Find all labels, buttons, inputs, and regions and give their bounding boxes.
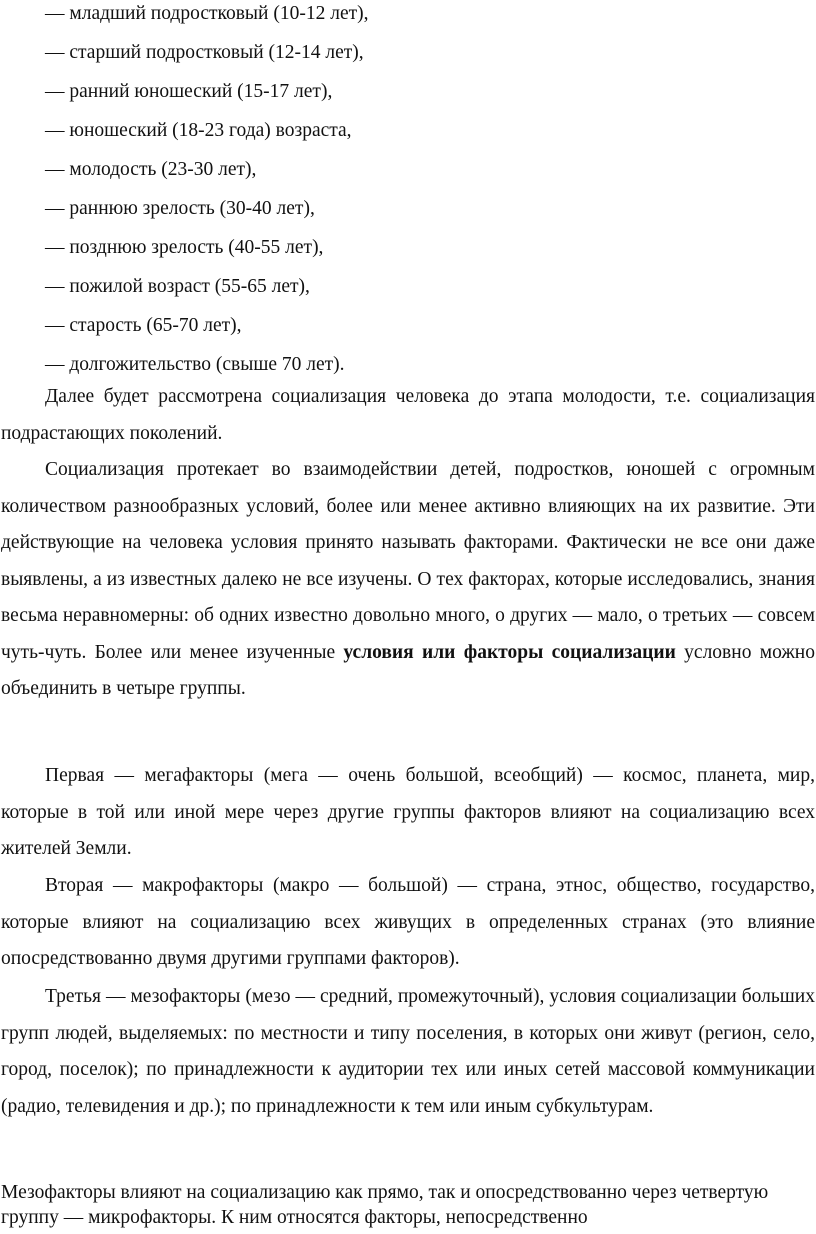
- age-list-item: — ранний юношеский (15-17 лет),: [45, 81, 333, 102]
- age-list-item: — младший подростковый (10-12 лет),: [45, 3, 369, 24]
- age-list-item: — раннюю зрелость (30-40 лет),: [45, 198, 315, 219]
- paragraph-text: Социализация протекает во взаимодействии детей, подростков, юношей с огромным количеством разнообразных условий, более или менее активно влияющих на их развитие. Эти действующие на человека условия принято называть факторами. Фактически не все они даже выявлены, а из известных далеко не все изучены. О тех факторах, которые исследовались, знания весьма неравномерны: об одних известно довольно много, о других — мало, о третьих — совсем чуть-чуть. Более или менее изученные: [1, 459, 815, 663]
- age-list-item: — старший подростковый (12-14 лет),: [45, 42, 364, 63]
- age-list-item: — долгожительство (свыше 70 лет).: [45, 354, 345, 375]
- paragraph-macrofactors: Вторая — макрофакторы (макро — большой) — страна, этнос, общество, государство, которые влияют на социализацию всех живущих в определенных странах (это влияние опосредствованно двумя другими группами факторов).: [1, 875, 815, 969]
- paragraph-mesofactors: Третья — мезофакторы (мезо — средний, промежуточный), условия социализации больших групп людей, выделяемых: по местности и типу поселения, в которых они живут (регион, село, город, поселок); по принадлежности к аудитории тех или иных сетей массовой коммуникации (радио, телевидения и др.); по принадлежности к тем или иным субкультурам.: [1, 986, 815, 1117]
- age-list-item: — старость (65-70 лет),: [45, 315, 242, 336]
- paragraph-socialization-factors: [1, 452, 815, 708]
- paragraph-text: условно можно объединить в четыре группы.: [1, 641, 815, 699]
- age-list-item: — молодость (23-30 лет),: [45, 159, 257, 180]
- age-list-item: — юношеский (18-23 года) возраста,: [45, 120, 352, 141]
- age-list-item: — позднюю зрелость (40-55 лет),: [45, 237, 324, 258]
- bold-term: условия или факторы социализации: [343, 641, 676, 663]
- paragraph-microfactors: Мезофакторы влияют на социализацию как прямо, так и опосредствованно через четвертую группу — микрофакторы. К ним относятся факторы, непосредственно: [1, 1182, 769, 1228]
- paragraph-socialization-scope: Далее будет рассмотрена социализация человека до этапа молодости, т.е. социализация подрастающих поколений.: [1, 386, 815, 444]
- paragraph-megafactors: Первая — мегафакторы (мега — очень большой, всеобщий) — космос, планета, мир, которые в той или иной мере через другие группы факторов влияют на социализацию всех жителей Земли.: [1, 765, 815, 859]
- age-list-item: — пожилой возраст (55-65 лет),: [45, 276, 310, 297]
